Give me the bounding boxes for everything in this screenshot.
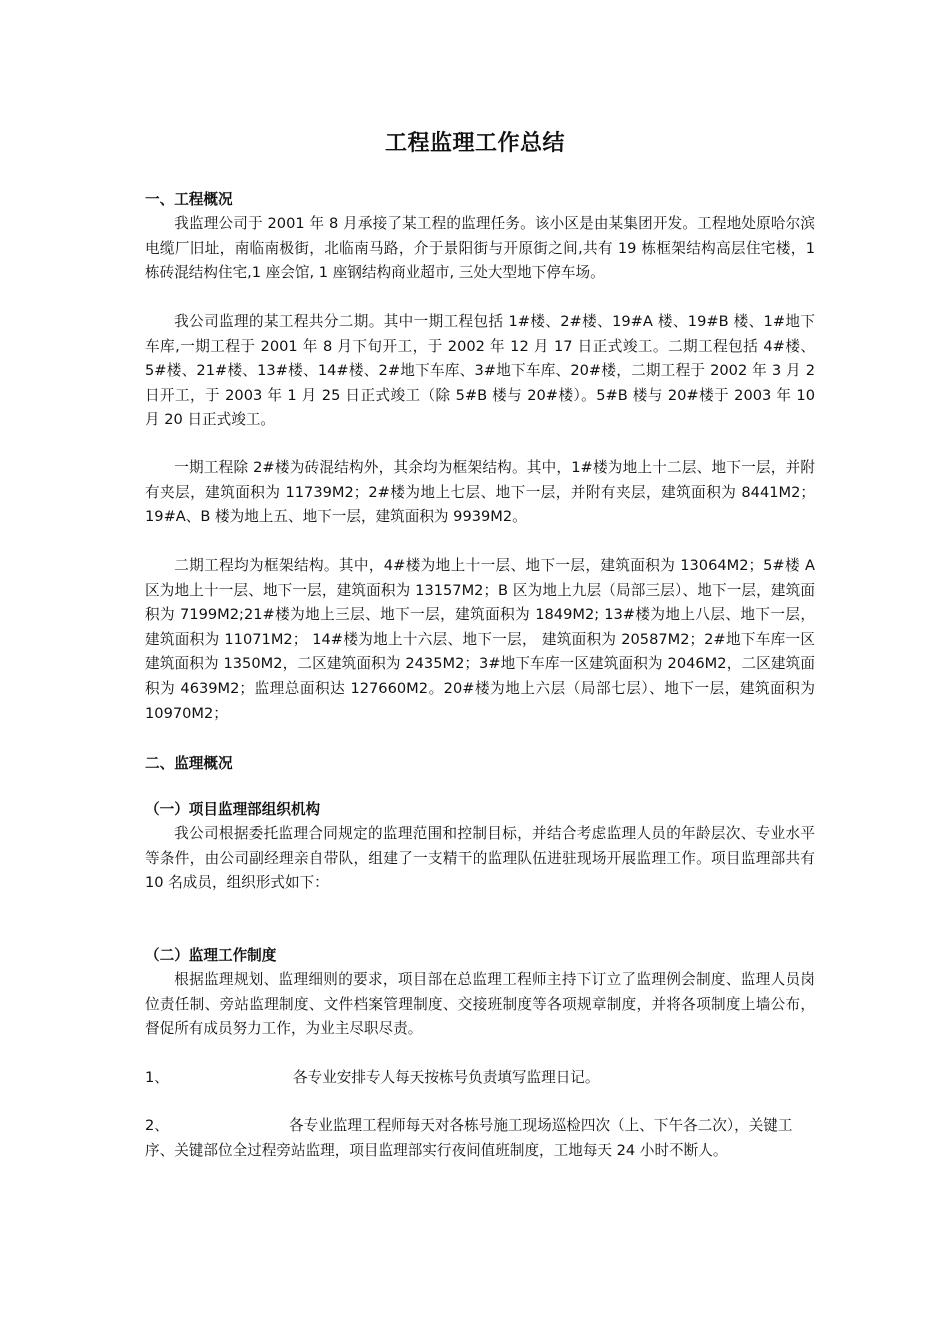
subsection-heading-organization: （一）项目监理部组织机构: [145, 801, 321, 818]
section-heading-supervision: 二、监理概况: [145, 755, 233, 772]
list-item-text: 各专业安排专人每天按栋号负责填写监理日记。: [293, 1069, 600, 1086]
paragraph: 我监理公司于 2001 年 8 月承接了某工程的监理任务。该小区是由某集团开发。工程地处原哈尔滨电缆厂旧址，南临南极街，北临南马路，介于景阳街与开原街之间,共有 19 栋框架结构高层住宅楼，1 栋砖混结构住宅,1 座会馆, 1 座钢结构商业超市, 三处大型地下停车场。: [145, 215, 815, 282]
paragraph: 一期工程除 2#楼为砖混结构外，其余均为框架结构。其中，1#楼为地上十二层、地下一层，并附有夹层，建筑面积为 11739M2；2#楼为地上七层、地下一层，并附有夹层，建筑面积为 8441M2； 19#A、B 楼为地上五、地下一层，建筑面积为 9939M2。: [145, 459, 815, 526]
list-item-text: 各专业监理工程师每天对各栋号施工现场巡检四次（上、下午各二次），关键工序、关键部位全过程旁站监理，项目监理部实行夜间值班制度，工地每天 24 小时不断人。: [145, 1117, 793, 1159]
paragraph: 二期工程均为框架结构。其中，4#楼为地上十一层、地下一层，建筑面积为 13064M2；5#楼 A 区为地上十一层、地下一层，建筑面积为 13157M2；B 区为地上九层（局部三层）、地下一层，建筑面积为 7199M2;21#楼为地上三层、地下一层，建筑面积为 1849M2; 13#楼为地上八层、地下一层， 建筑面积为 11071M2； 14#楼为地上十六层、地下一层， 建筑面积为 20587M2；2#地下车库一区建筑面积为 1350M2，二区建筑面积为 2435M2；3#地下车库一区建筑面积为 2046M2，二区建筑面积为 4639M2；监理总面积达 127660M2。20#楼为地上六层（局部七层）、地下一层，建筑面积为 10970M2；: [145, 557, 815, 722]
subsection-heading-rules: （二）监理工作制度: [145, 947, 277, 964]
section-heading-overview: 一、工程概况: [145, 191, 233, 208]
paragraph: 我公司根据委托监理合同规定的监理范围和控制目标，并结合考虑监理人员的年龄层次、专业水平等条件，由公司副经理亲自带队，组建了一支精干的监理队伍进驻现场开展监理工作。项目监理部共有 10 名成员，组织形式如下：: [145, 825, 815, 892]
document-title: 工程监理工作总结: [384, 131, 565, 156]
list-item-number: 2、: [145, 1117, 169, 1134]
paragraph: 根据监理规划、监理细则的要求，项目部在总监理工程师主持下订立了监理例会制度、监理人员岗位责任制、旁站监理制度、文件档案管理制度、交接班制度等各项规章制度，并将各项制度上墙公布，督促所有成员努力工作，为业主尽职尽责。: [145, 971, 815, 1038]
paragraph: 我公司监理的某工程共分二期。其中一期工程包括 1#楼、2#楼、19#A 楼、19#B 楼、1#地下车库,一期工程于 2001 年 8 月下旬开工，于 2002 年 12 月 17 日正式竣工。二期工程包括 4#楼、5#楼、21#楼、13#楼、14#楼、2#地下车库、3#地下车库、20#楼，二期工程于 2002 年 3 月 2 日开工，于 2003 年 1 月 25 日正式竣工（除 5#B 楼与 20#楼）。5#B 楼与 20#楼于 2003 年 10 月 20 日正式竣工。: [145, 313, 815, 429]
list-item: [145, 1066, 815, 1091]
list-item-number: 1、: [145, 1069, 169, 1086]
list-item: [145, 1114, 815, 1163]
